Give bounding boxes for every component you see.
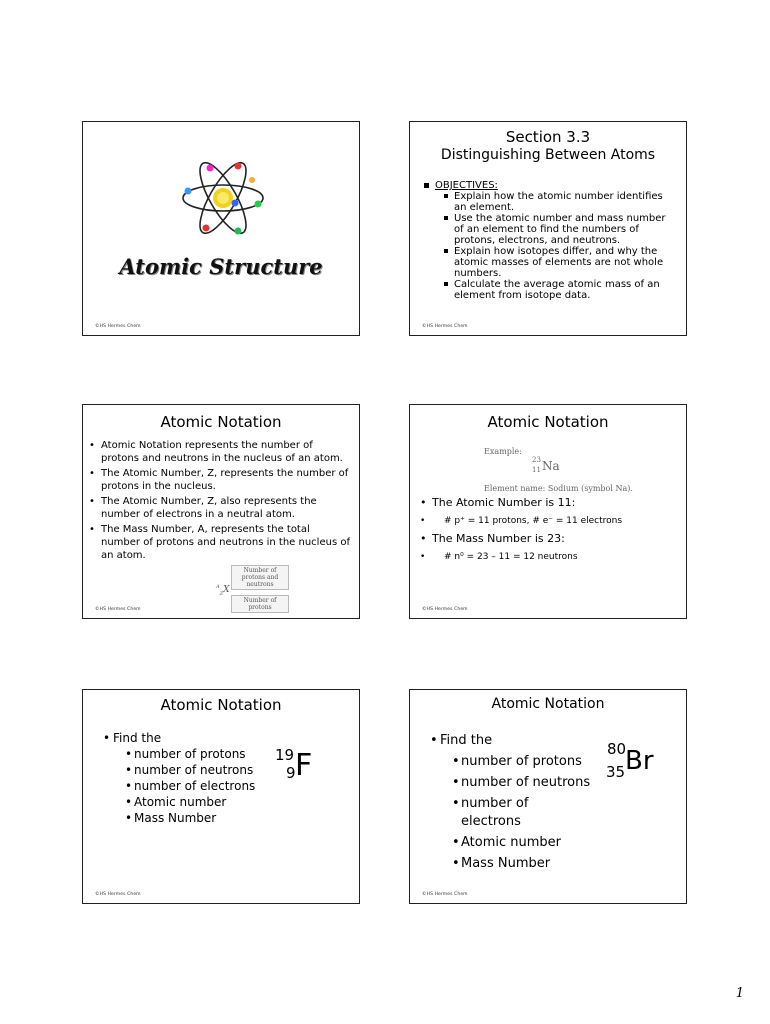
atomic-number: 11: [532, 466, 541, 474]
list-item: • The Mass Number, A, represents the total number of protons and neutrons in the nucleus of an atom.: [89, 523, 351, 562]
list-item: • Find the • number of protons • number of neutrons • number of electrons • Atomic number • Mass Number: [430, 732, 590, 873]
slide-title: Section 3.3: [505, 128, 591, 146]
atom-icon: [178, 158, 268, 238]
mass-number: 19: [275, 746, 295, 764]
slide-subtitle: Distinguishing Between Atoms: [440, 147, 656, 163]
atomic-number: 9: [286, 764, 296, 782]
mass-number: 80: [607, 740, 627, 758]
slide-title: Atomic Notation: [487, 413, 609, 431]
mass-number: 23: [532, 456, 541, 464]
list-subitem: • number of neutrons: [452, 774, 590, 792]
definition-list: [89, 439, 351, 564]
list-subitem: • # n⁰ = 23 – 11 = 12 neutrons: [420, 549, 622, 565]
slide-footer: ©HS Hermes Chem: [422, 892, 468, 897]
list-item: Use the atomic number and mass number of an element to find the numbers of protons, electrons, and neutrons.: [424, 213, 678, 246]
list-item: • The Atomic Number, Z, represents the number of protons in the nucleus.: [89, 467, 351, 493]
list-subitem: • Atomic number: [125, 794, 255, 810]
atom-illustration: [178, 158, 268, 238]
list-item: • Find the • number of protons • number of neutrons • number of electrons • Atomic number • Mass Number: [103, 730, 255, 826]
sodium-notation: [532, 456, 681, 484]
slide-atomic-notation-definitions: [82, 404, 360, 619]
notation-figure: [213, 565, 297, 611]
element-symbol: F: [295, 748, 313, 783]
slide-footer: ©HS Hermes Chem: [95, 324, 141, 329]
mass-number-label: Number of protons and neutrons: [231, 565, 289, 590]
list-item: Explain how isotopes differ, and why the atomic masses of elements are not whole numbers.: [424, 246, 678, 279]
slide-footer: ©HS Hermes Chem: [422, 607, 468, 612]
element-symbol: Br: [625, 746, 654, 776]
exercise-list: [430, 732, 590, 876]
list-item: • Atomic Notation represents the number of protons and neutrons in the nucleus of an atom.: [89, 439, 351, 465]
list-subitem: • number of protons: [452, 753, 590, 771]
list-item: Explain how the atomic number identifies an element.: [424, 191, 678, 213]
exercise-list: [103, 730, 255, 826]
list-subitem: • # p⁺ = 11 protons, # e⁻ = 11 electrons: [420, 513, 622, 529]
slide-atomic-notation-bromine: [409, 689, 687, 904]
element-symbol: Na: [542, 459, 560, 473]
list-item: Calculate the average atomic mass of an element from isotope data.: [424, 279, 678, 301]
slide-footer: ©HS Hermes Chem: [95, 607, 141, 612]
slide-footer: ©HS Hermes Chem: [95, 892, 141, 897]
atomic-number: 35: [606, 763, 626, 781]
example-label: Example:: [484, 447, 522, 456]
list-item: • The Atomic Number, Z, also represents the number of electrons in a neutral atom.: [89, 495, 351, 521]
slide-atomic-structure: [82, 121, 360, 336]
slide-title: Atomic Structure: [119, 254, 323, 279]
page-number: 1: [735, 986, 744, 1001]
list-subitem: • number of protons: [125, 746, 255, 762]
objectives-block: [424, 180, 678, 301]
list-subitem: • number of neutrons: [125, 762, 255, 778]
list-subitem: • Mass Number: [125, 810, 255, 826]
notation-explanation: [420, 495, 622, 567]
slide-title: Atomic Notation: [491, 696, 605, 712]
objectives-list: [424, 191, 678, 301]
slide-atomic-notation-fluorine: [82, 689, 360, 904]
slide-footer: ©HS Hermes Chem: [422, 324, 468, 329]
notation-symbol: $^A_Z$X: [216, 584, 230, 597]
slide-title: Atomic Notation: [160, 413, 282, 431]
example-block: [484, 447, 633, 493]
slide-section-3-3: [409, 121, 687, 336]
slide-atomic-notation-example: [409, 404, 687, 619]
list-item: • The Mass Number is 23:: [420, 531, 622, 547]
list-subitem: • number of electrons: [125, 778, 255, 794]
element-name: Element name: Sodium (symbol Na).: [484, 484, 633, 493]
list-subitem: • number of electrons: [452, 795, 571, 831]
objectives-label: OBJECTIVES:: [424, 180, 678, 191]
list-subitem: • Mass Number: [452, 855, 590, 873]
slide-title: Atomic Notation: [160, 696, 282, 714]
atomic-number-label: Number of protons: [231, 595, 289, 613]
list-item: • The Atomic Number is 11:: [420, 495, 622, 511]
list-subitem: • Atomic number: [452, 834, 590, 852]
